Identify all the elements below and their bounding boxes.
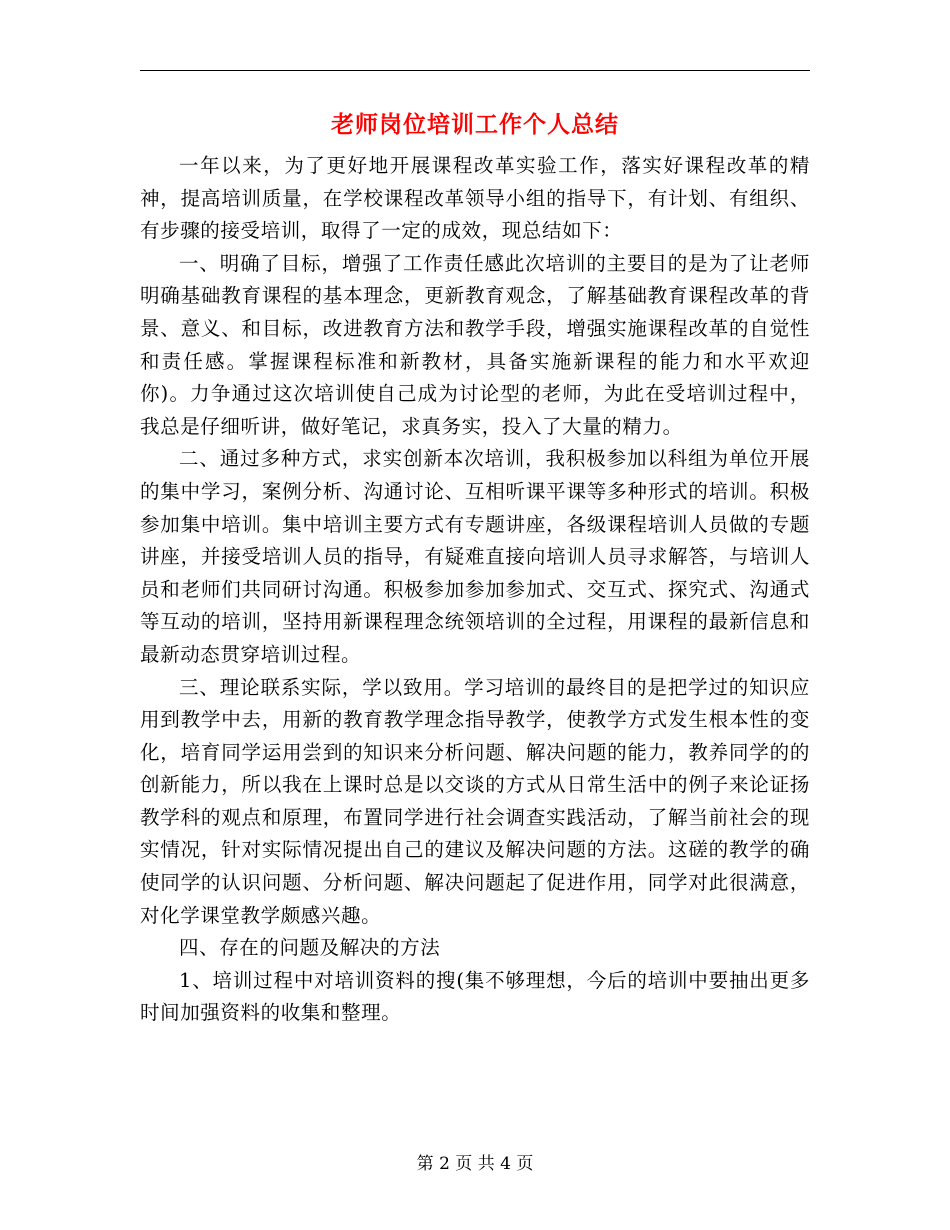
- header-rule: [140, 70, 810, 71]
- section-four-heading: 四、存在的问题及解决的方法: [179, 936, 441, 960]
- document-title: 老师岗位培训工作个人总结: [331, 111, 619, 138]
- page-footer: 第 2 页 共 4 页: [416, 1154, 534, 1174]
- section-two-paragraph: 二、通过多种方式，求实创新本次培训，我积极参加以科组为单位开展的集中学习，案例分析、沟通讨论、互相听课平课等多种形式的培训。积极参加集中培训。集中培训主要方式有专题讲座，各级课程培训人员做的专题讲座，并接受培训人员的指导，有疑难直接向培训人员寻求解答，与培训人员和老师们共同研讨沟通。积极参加参加参加式、交互式、探究式、沟通式等互动的培训，坚持用新课程理念统领培训的全过程，用课程的最新信息和最新动态贯穿培训过程。: [140, 447, 810, 666]
- document-body: [140, 150, 810, 1030]
- section-one-paragraph: 一、明确了目标，增强了工作责任感此次培训的主要目的是为了让老师明确基础教育课程的基本理念，更新教育观念，了解基础教育课程改革的背景、意义、和目标，改进教育方法和教学手段，增强实施课程改革的自觉性和责任感。掌握课程标准和新教材，具备实施新课程的能力和水平欢迎你)。力争通过这次培训使自己成为讨论型的老师，为此在受培训过程中，我总是仔细听讲，做好笔记，求真务实，投入了大量的精力。: [140, 251, 810, 438]
- intro-paragraph: 一年以来，为了更好地开展课程改革实验工作，落实好课程改革的精神，提高培训质量，在学校课程改革领导小组的指导下，有计划、有组织、有步骤的接受培训，取得了一定的成效，现总结如下：: [140, 154, 810, 243]
- section-three-paragraph: 三、理论联系实际，学以致用。学习培训的最终目的是把学过的知识应用到教学中去，用新的教育教学理念指导教学，使教学方式发生根本性的变化，培育同学运用尝到的知识来分析问题、解决问题的能力，教养同学的的创新能力，所以我在上课时总是以交谈的方式从日常生活中的例子来论证扬教学科的观点和原理，布置同学进行社会调查实践活动，了解当前社会的现实情况，针对实际情况提出自己的建议及解决问题的方法。这磋的教学的确使同学的认识问题、分析问题、解决问题起了促进作用，同学对此很满意，对化学课堂教学颇感兴趣。: [140, 675, 810, 927]
- section-four-item-one: 1、培训过程中对培训资料的搜(集不够理想，今后的培训中要抽出更多时间加强资料的收集和整理。: [140, 968, 810, 1025]
